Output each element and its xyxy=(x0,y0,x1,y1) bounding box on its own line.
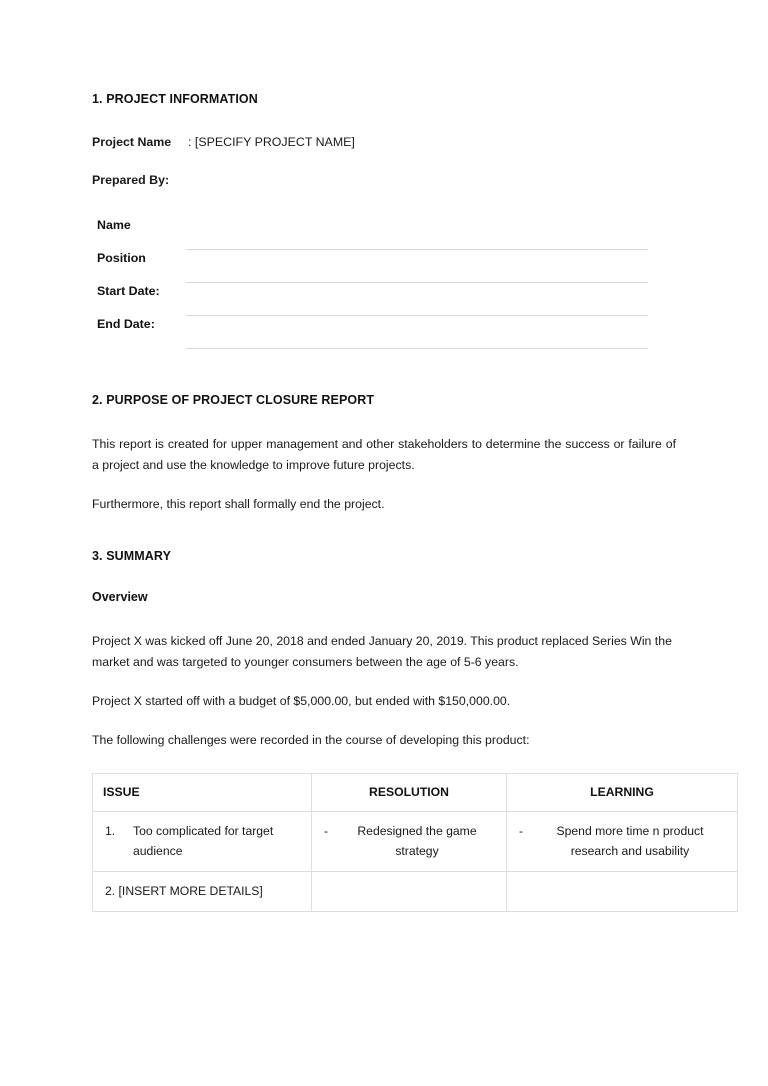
form-label-name: Name xyxy=(97,218,131,232)
learning-text-2 xyxy=(517,881,727,901)
form-label-end-date: End Date: xyxy=(97,317,155,331)
form-row-name xyxy=(92,217,676,250)
section-heading-summary: 3. SUMMARY xyxy=(92,549,172,563)
issue-text-1: Too complicated for target audience xyxy=(133,824,274,858)
form-label-start-date: Start Date: xyxy=(97,284,160,298)
cell-issue-1[interactable] xyxy=(93,812,312,872)
purpose-paragraph-2: Furthermore, this report shall formally end the project. xyxy=(92,497,385,511)
column-header-resolution: RESOLUTION xyxy=(312,774,507,812)
issues-table xyxy=(92,773,738,912)
project-name-value[interactable]: : [SPECIFY PROJECT NAME] xyxy=(188,135,355,149)
column-header-issue: ISSUE xyxy=(93,774,312,812)
table-row xyxy=(93,812,738,872)
table-header-row xyxy=(93,774,738,812)
cell-resolution-2[interactable] xyxy=(312,872,507,912)
summary-paragraph-3: The following challenges were recorded in the course of developing this product: xyxy=(92,733,530,747)
form-row-start-date xyxy=(92,283,676,316)
purpose-paragraph-1: This report is created for upper management and other stakeholders to determine the success or failure of a project and use the knowledge to improve future projects. xyxy=(92,437,676,472)
overview-label: Overview xyxy=(92,590,148,604)
learning-text-1: Spend more time n product research and usability xyxy=(556,824,704,858)
cell-resolution-1[interactable] xyxy=(312,812,507,872)
summary-paragraph-2: Project X started off with a budget of $5,000.00, but ended with $150,000.00. xyxy=(92,694,511,708)
issues-table-body xyxy=(93,812,738,912)
learning-dash-1: - xyxy=(519,824,524,838)
issues-table-head xyxy=(93,774,738,812)
prepared-by-form xyxy=(92,217,676,349)
resolution-text-1: Redesigned the game strategy xyxy=(357,824,477,858)
prepared-by-label: Prepared By: xyxy=(92,173,170,187)
section-heading-project-information: 1. PROJECT INFORMATION xyxy=(92,92,258,106)
cell-learning-1[interactable] xyxy=(507,812,738,872)
form-label-position: Position xyxy=(97,251,146,265)
resolution-text-2 xyxy=(322,881,496,901)
column-header-learning: LEARNING xyxy=(507,774,738,812)
cell-learning-2[interactable] xyxy=(507,872,738,912)
form-row-end-date xyxy=(92,316,676,349)
section-heading-purpose: 2. PURPOSE OF PROJECT CLOSURE REPORT xyxy=(92,393,375,407)
form-row-position xyxy=(92,250,676,283)
project-name-label: Project Name xyxy=(92,135,172,149)
cell-issue-2[interactable] xyxy=(93,872,312,912)
project-name-row xyxy=(92,133,676,151)
table-row xyxy=(93,872,738,912)
issue-text-2: 2. [INSERT MORE DETAILS] xyxy=(105,884,263,898)
issue-number-1: 1. xyxy=(105,824,116,838)
form-input-end-date[interactable] xyxy=(186,348,648,349)
resolution-dash-1: - xyxy=(324,824,329,838)
summary-paragraph-1: Project X was kicked off June 20, 2018 and ended January 20, 2019. This product replaced Series Win the market and was targeted to younger consumers between the age of 5-6 years. xyxy=(92,634,672,669)
